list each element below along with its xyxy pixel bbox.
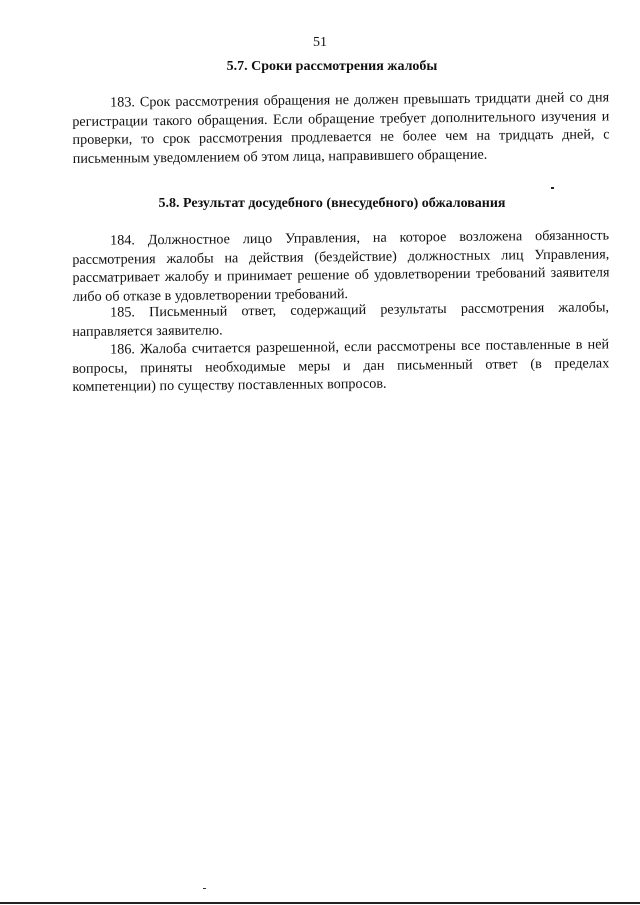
section-5-8-heading: 5.8. Результат досудебного (внесудебного) обжалования xyxy=(158,196,506,211)
section-5-7-heading: 5.7. Сроки рассмотрения жалобы xyxy=(226,59,438,74)
page-bottom-edge xyxy=(0,902,640,904)
page-number: 51 xyxy=(313,35,327,50)
scan-speck-bottom xyxy=(203,888,206,889)
paragraph-184: 184. Должностное лицо Управления, на которое возложена обязанность рассмотрения жалобы на действия (бездействие) должностных лиц Управления, рассматривает жалобу и принимает решение об удовлетворении требований заявителя либо об отказе в удовлетворении требований. xyxy=(72,227,610,305)
scan-speck xyxy=(551,187,554,189)
paragraph-183: 183. Срок рассмотрения обращения не должен превышать тридцати дней со дня регистрации такого обращения. Если обращение требует дополнительного изучения и проверки, то срок рассмотрения продлевается не более чем на тридцать дней, с письменным уведомлением об этом лица, направившего обращение. xyxy=(72,89,610,167)
paragraph-186: 186. Жалоба считается разрешенной, если рассмотрены все поставленные в ней вопросы, приняты необходимые меры и дан письменный ответ (в пределах компетенции) по существу поставленных вопросов. xyxy=(72,336,610,395)
paragraph-185: 185. Письменный ответ, содержащий результаты рассмотрения жалобы, направляется заявителю. xyxy=(72,299,610,340)
